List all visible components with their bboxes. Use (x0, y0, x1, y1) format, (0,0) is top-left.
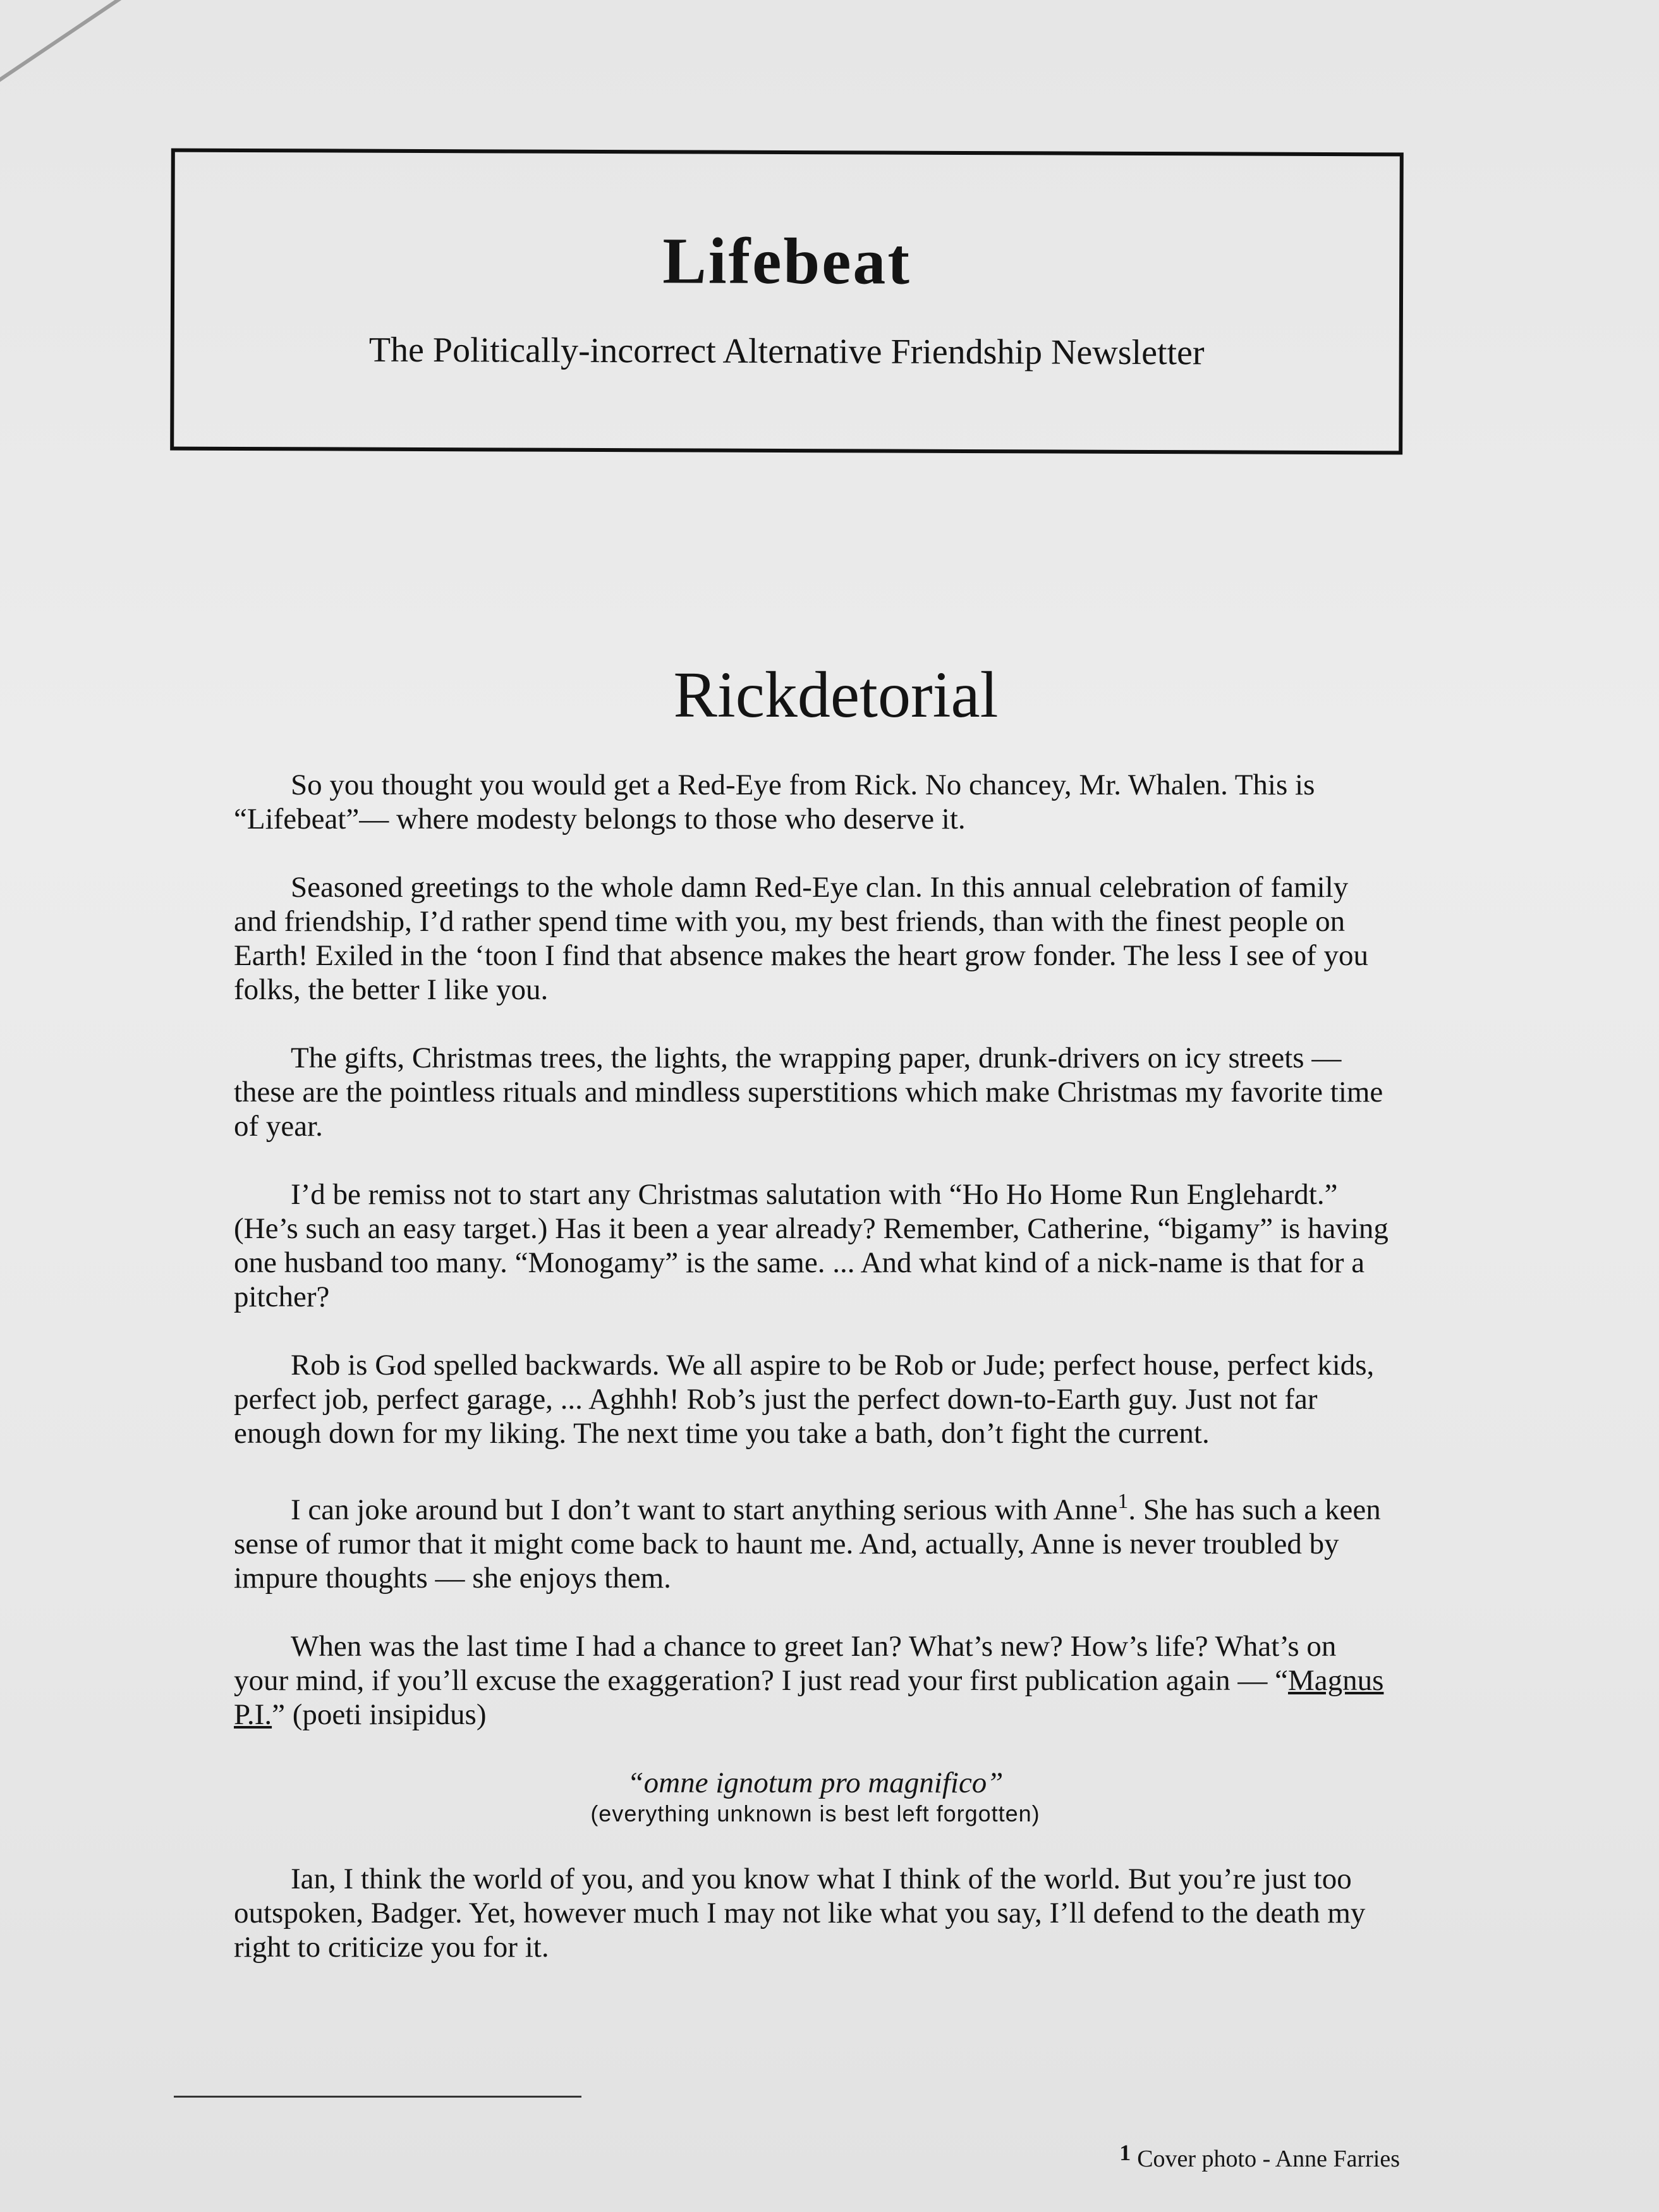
ian-text-after: ” (poeti insipidus) (272, 1698, 487, 1731)
article-body (234, 768, 1397, 1998)
footnote (1119, 2139, 1400, 2173)
footnote-text: Cover photo - Anne Farries (1137, 2146, 1400, 2172)
newsletter-title: Lifebeat (662, 224, 912, 298)
paragraph-1: So you thought you would get a Red-Eye from Rick. No chancey, Mr. Whalen. This is “Lifebeat”— where modesty belongs to those who deserve it. (234, 769, 1315, 836)
footnote-marker: 1 (1119, 2140, 1131, 2165)
anne-text-before: I can joke around but I don’t want to start anything serious with Anne (291, 1493, 1118, 1526)
quote-translation: (everything unknown is best left forgotten) (590, 1801, 1040, 1826)
anne-text-after: . She has such a keen sense of rumor that it might come back to haunt me. And, actually, Anne is never troubled by impure thoughts — she enjoys them. (234, 1493, 1381, 1595)
paper-fold-line (0, 0, 228, 98)
masthead-box (170, 149, 1404, 455)
newsletter-subtitle: The Politically-incorrect Alternative Friendship Newsletter (368, 330, 1205, 373)
article-heading: Rickdetorial (673, 659, 999, 731)
footnote-rule (174, 2096, 581, 2098)
paragraph-2: Seasoned greetings to the whole damn Red-Eye clan. In this annual celebration of family and friendship, I’d rather spend time with you, my best friends, than with the finest people on Earth! Exiled in the ‘toon I find that absence makes the heart grow fonder. The less I see of you folks, the better I like you. (234, 871, 1368, 1006)
latin-quote (234, 1766, 1397, 1828)
quote-latin: “omne ignotum pro magnifico” (627, 1766, 1004, 1799)
paragraph-anne (234, 1485, 1397, 1595)
paragraph-5: Rob is God spelled backwards. We all aspire to be Rob or Jude; perfect house, perfect kids, perfect job, perfect garage, ... Aghhh! Rob’s just the perfect down-to-Earth guy. Just not far enough down for my liking. The next time you take a bath, don’t fight the current. (234, 1349, 1375, 1450)
paragraph-3: The gifts, Christmas trees, the lights, the wrapping paper, drunk-drivers on icy streets — these are the pointless rituals and mindless superstitions which make Christmas my favorite time of year. (234, 1042, 1383, 1143)
paragraph-closing: Ian, I think the world of you, and you know what I think of the world. But you’re just too outspoken, Badger. Yet, however much I may not like what you say, I’ll defend to the death my right to criticize you for it. (234, 1863, 1366, 1964)
paragraph-4: I’d be remiss not to start any Christmas salutation with “Ho Ho Home Run Englehardt.” (He’s such an easy target.) Has it been a year already? Remember, Catherine, “bigamy” is having one husband too many. “Monogamy” is the same. ... And what kind of a nick-name is that for a pitcher? (234, 1178, 1389, 1313)
footnote-reference: 1 (1117, 1490, 1129, 1513)
paragraph-ian (234, 1629, 1397, 1732)
ian-text-before: When was the last time I had a chance to greet Ian? What’s new? How’s life? What’s on your mind, if you’ll excuse the exaggeration? I just read your first publication again — “ (234, 1630, 1337, 1697)
publication-title: Magnus P.I. (234, 1664, 1384, 1731)
